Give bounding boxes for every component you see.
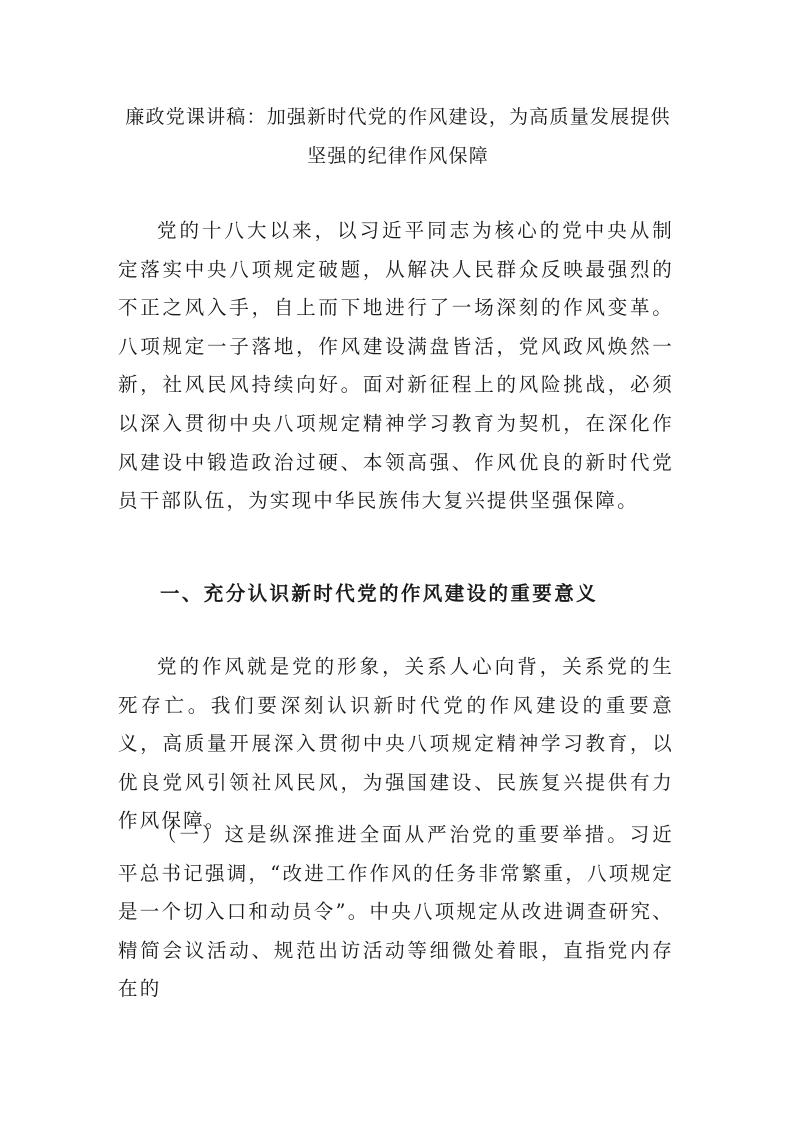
- section-heading: 一、充分认识新时代党的作风建设的重要意义: [160, 582, 599, 605]
- body-paragraph-sub-one: （一）这是纵深推进全面从严治党的重要举措。习近平总书记强调，“改进工作作风的任务非常繁重，八项规定是一个切入口和动员令”。中央八项规定从改进调查研究、精简会议活动、规范出访活动等细微处着眼，直指党内存在的: [118, 823, 674, 1001]
- document-title: 廉政党课讲稿：加强新时代党的作风建设，为高质量发展提供坚强的纪律作风保障: [125, 106, 671, 167]
- intro-paragraph: 党的十八大以来，以习近平同志为核心的党中央从制定落实中央八项规定破题，从解决人民群众反映最强烈的不正之风入手，自上而下地进行了一场深刻的作风变革。八项规定一子落地，作风建设满盘皆活，党风政风焕然一新，社风民风持续向好。面对新征程上的风险挑战，必须以深入贯彻中央八项规定精神学习教育为契机，在深化作风建设中锻造政治过硬、本领高强、作风优良的新时代党员干部队伍，为实现中华民族伟大复兴提供坚强保障。: [118, 219, 674, 513]
- body-paragraph: 党的作风就是党的形象，关系人心向背，关系党的生死存亡。我们要深刻认识新时代党的作风建设的重要意义，高质量开展深入贯彻中央八项规定精神学习教育，以优良党风引领社风民风，为强国建设、民族复兴提供有力作风保障。: [118, 655, 674, 833]
